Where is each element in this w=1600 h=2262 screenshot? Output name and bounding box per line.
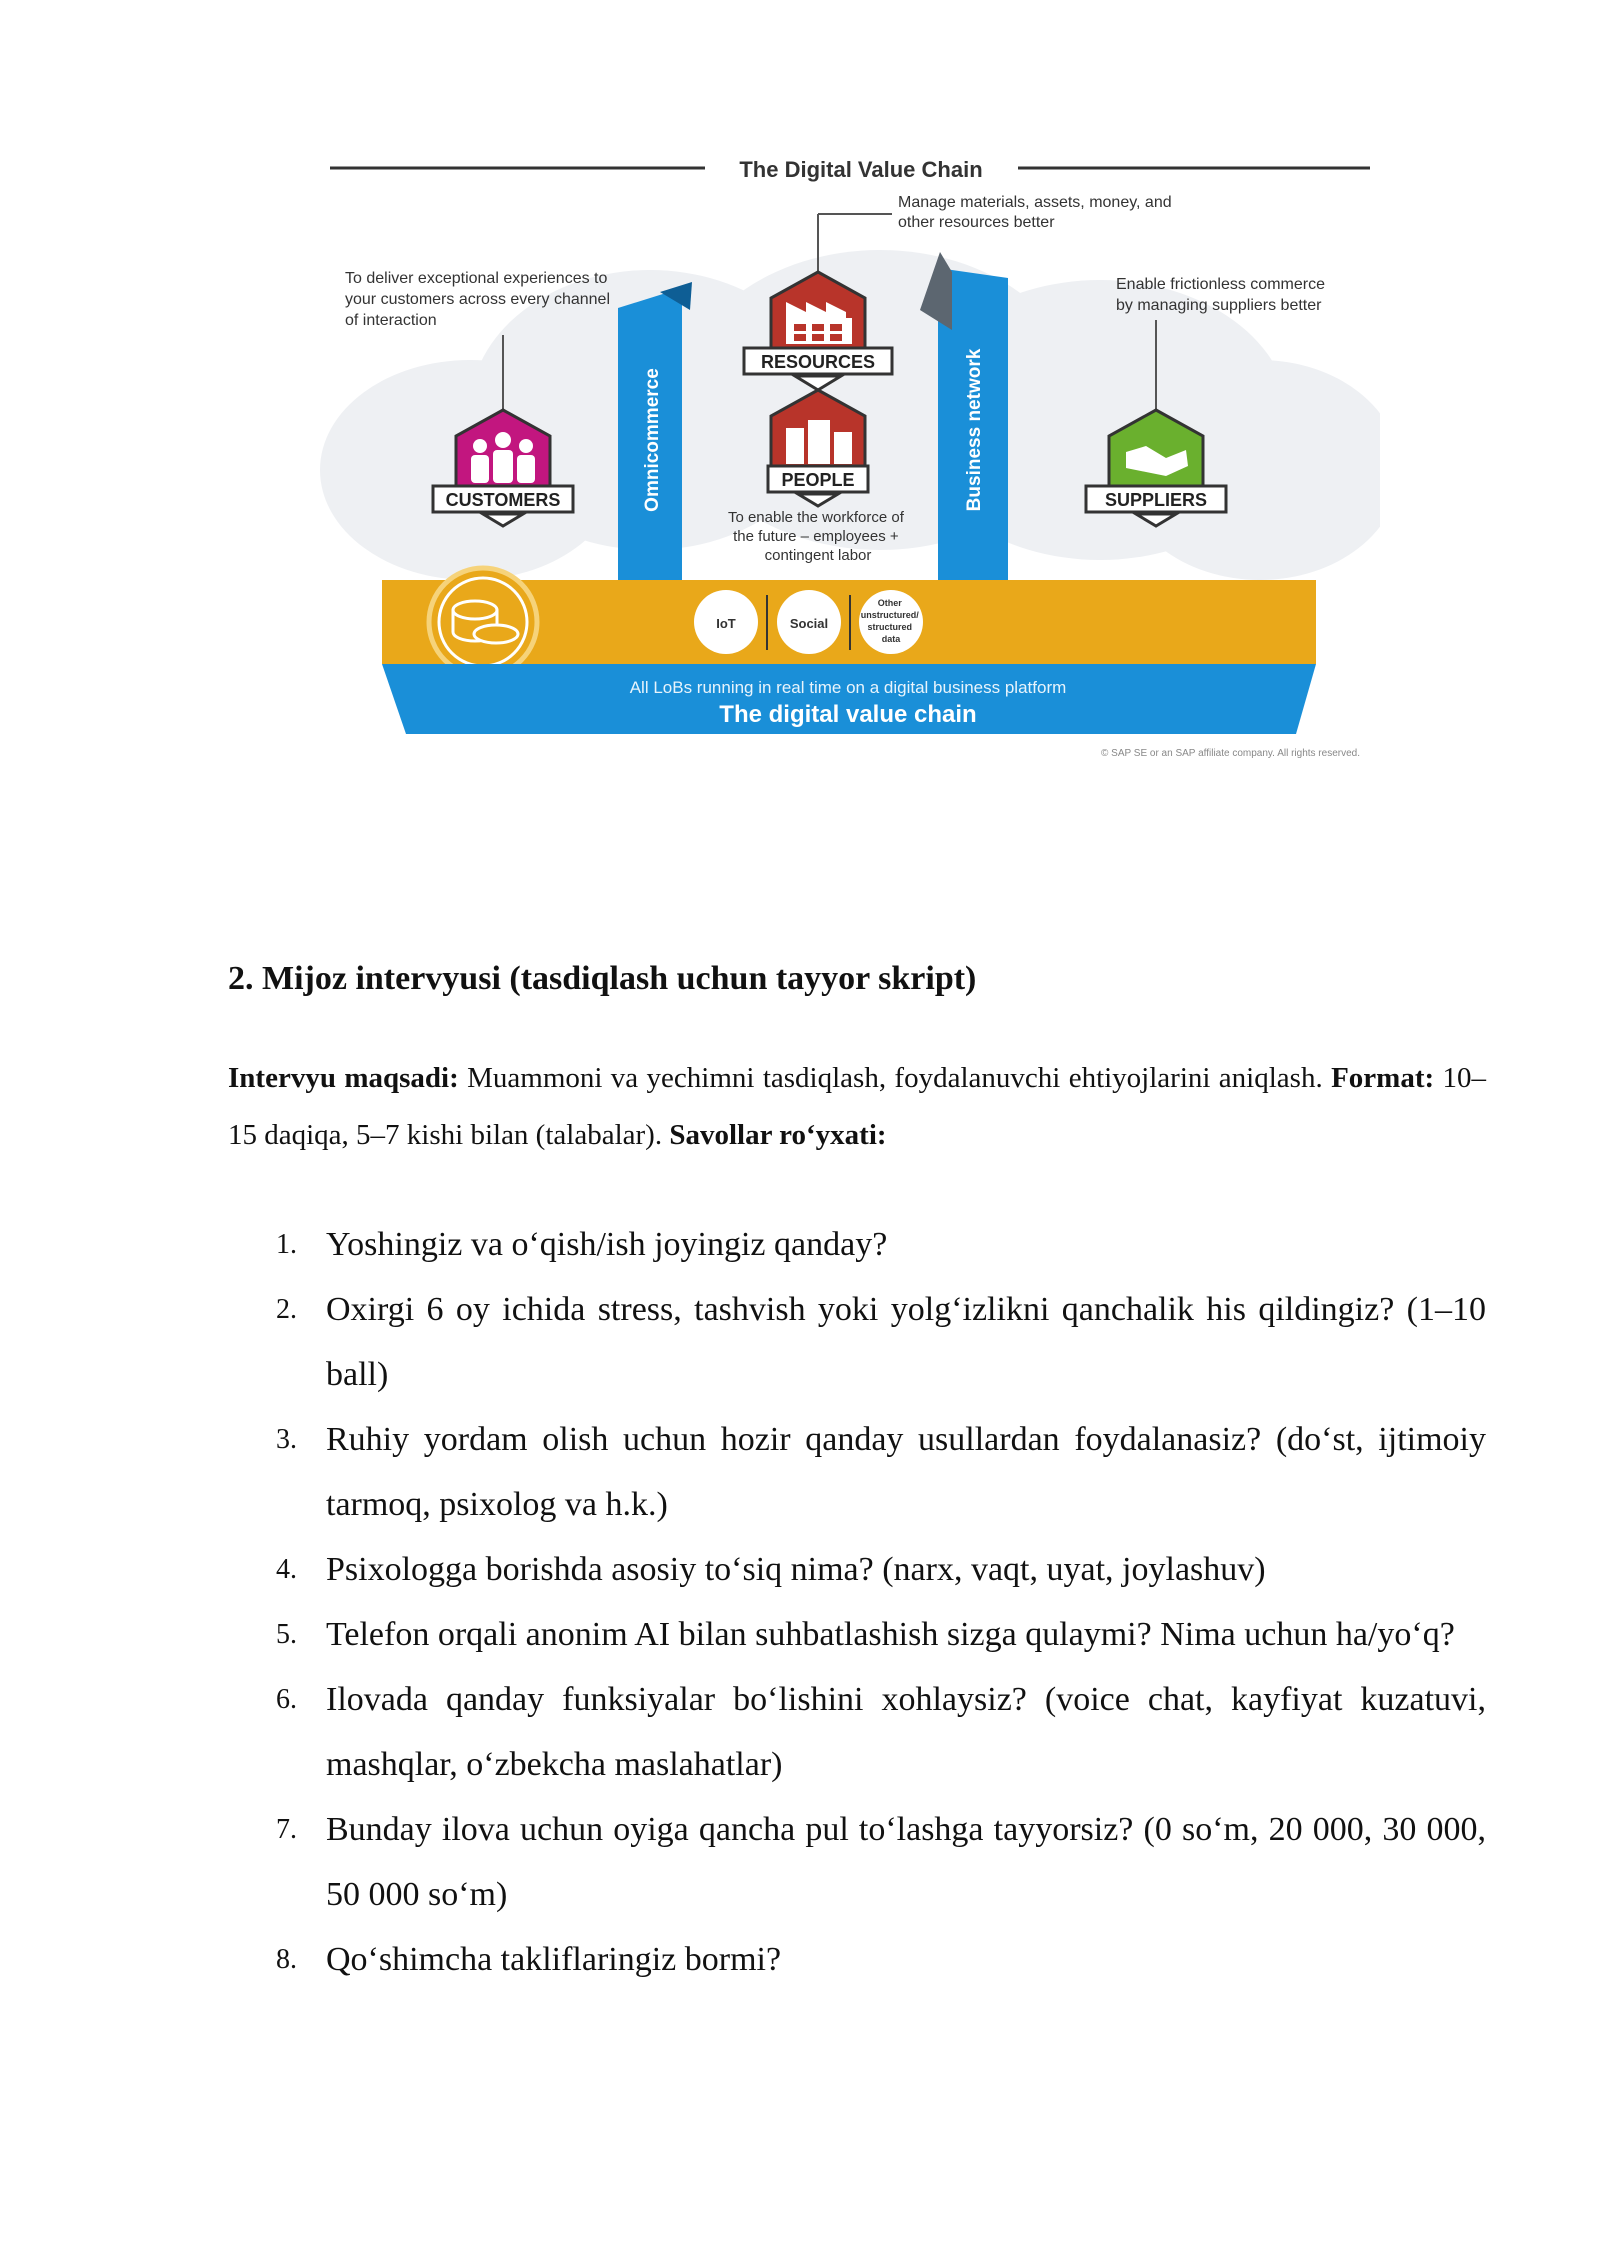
list-number: 2.	[276, 1294, 297, 1325]
svg-text:Social: Social	[789, 616, 829, 631]
resources-label: RESOURCES	[760, 352, 876, 372]
resources-caption: Manage materials, assets, money, and other resources better	[898, 194, 1172, 231]
format-label: Format:	[1331, 1062, 1435, 1094]
people-label: PEOPLE	[781, 470, 855, 490]
questions-label: Savollar ro‘yxati:	[669, 1119, 887, 1151]
list-item	[228, 1602, 1486, 1667]
business-network-label: Business network	[964, 348, 985, 512]
goal-text: Muammoni va yechimni tasdiqlash, foydalanuvchi ehtiyojlarini aniqlash.	[458, 1062, 1323, 1094]
questions-list	[228, 1212, 1486, 1992]
svg-text:Other unstructured/: Other unstructured/ structured data	[860, 598, 919, 644]
list-number: 5.	[276, 1619, 297, 1650]
section-heading: 2. Mijoz intervyusi (tasdiqlash uchun tayyor skript)	[228, 960, 977, 997]
customers-label: CUSTOMERS	[445, 490, 561, 510]
list-item	[228, 1537, 1486, 1602]
social-badge	[777, 590, 841, 654]
list-number: 1.	[276, 1229, 297, 1260]
digital-value-chain-figure	[320, 140, 1380, 780]
document-body	[228, 960, 1486, 1992]
list-number: 6.	[276, 1684, 297, 1715]
database-icon	[429, 568, 537, 676]
list-item	[228, 1212, 1486, 1277]
list-item	[228, 1667, 1486, 1797]
iot-badge	[694, 590, 758, 654]
omnicommerce-arrow	[618, 282, 692, 580]
figure-title: The Digital Value Chain	[739, 157, 983, 182]
question-text: Telefon orqali anonim AI bilan suhbatlashish sizga qulaymi? Nima uchun ha/yo‘q?	[326, 1616, 1455, 1653]
question-text: Ilovada qanday funksiyalar bo‘lishini xohlaysiz? (voice chat, kayfiyat kuzatuvi, mashqlar, o‘zbekcha maslahatlar)	[326, 1681, 1486, 1783]
question-text: Psixologga borishda asosiy to‘siq nima? (narx, vaqt, uyat, joylashuv)	[326, 1551, 1266, 1588]
list-item	[228, 1927, 1486, 1992]
question-text: Ruhiy yordam olish uchun hozir qanday usullardan foydalanasiz? (do‘st, ijtimoiy tarmoq, psixolog va h.k.)	[326, 1421, 1486, 1523]
goal-label: Intervyu maqsadi:	[228, 1062, 459, 1094]
svg-text:IoT: IoT	[716, 616, 736, 631]
digital-value-chain-diagram	[320, 140, 1380, 780]
suppliers-caption: Enable frictionless commerce by managing suppliers better	[1116, 276, 1325, 314]
people-group-icon	[471, 432, 535, 483]
intro-paragraph	[228, 1050, 1486, 1164]
list-item	[228, 1277, 1486, 1407]
format-text: 10–15 daqiqa, 5–7 kishi bilan (talabalar).	[228, 1062, 1487, 1151]
copyright-text: © SAP SE or an SAP affiliate company. All rights reserved.	[1101, 748, 1360, 759]
list-item	[228, 1797, 1486, 1927]
platform-line: All LoBs running in real time on a digital business platform	[629, 678, 1067, 697]
platform-title: The digital value chain	[719, 701, 977, 728]
customers-caption: To deliver exceptional experiences to your customers across every channel of interaction	[345, 270, 610, 329]
question-text: Oxirgi 6 oy ichida stress, tashvish yoki yolg‘izlikni qanchalik his qildingiz? (1–10 ball)	[326, 1291, 1486, 1393]
list-item	[228, 1407, 1486, 1537]
list-number: 3.	[276, 1424, 297, 1455]
question-text: Bunday ilova uchun oyiga qancha pul to‘lashga tayyorsiz? (0 so‘m, 20 000, 30 000, 50 000 so‘m)	[326, 1811, 1486, 1913]
omnicommerce-label: Omnicommerce	[642, 368, 663, 512]
question-text: Qo‘shimcha takliflaringiz bormi?	[326, 1941, 782, 1978]
list-number: 7.	[276, 1814, 297, 1845]
list-number: 8.	[276, 1944, 297, 1975]
list-number: 4.	[276, 1554, 297, 1585]
question-text: Yoshingiz va o‘qish/ish joyingiz qanday?	[326, 1226, 888, 1263]
people-caption: To enable the workforce of the future – employees + contingent labor	[727, 509, 904, 564]
suppliers-label: SUPPLIERS	[1104, 490, 1208, 510]
other-data-badge	[859, 590, 923, 654]
